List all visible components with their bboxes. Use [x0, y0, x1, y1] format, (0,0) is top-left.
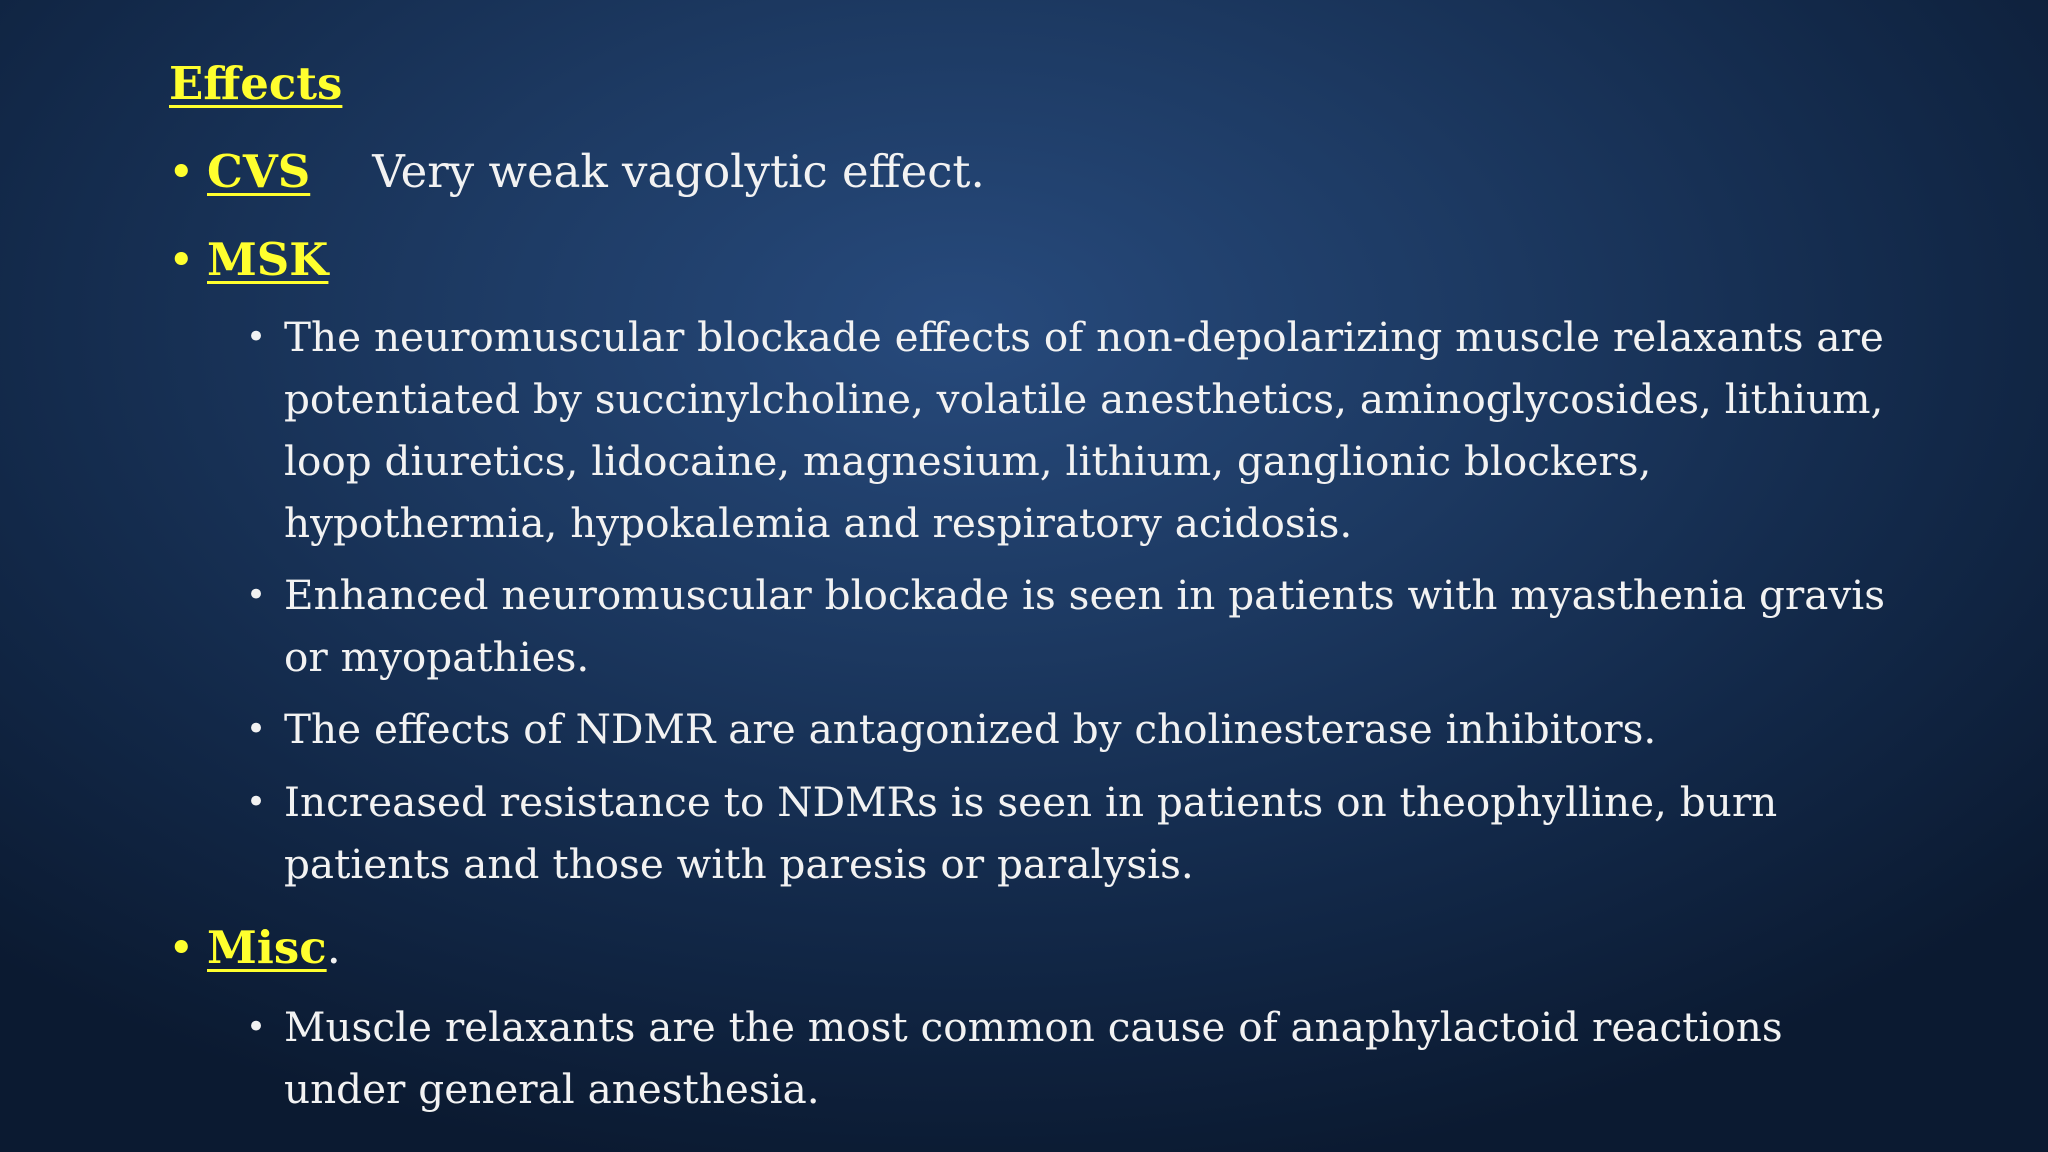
msk-bullet-text: Enhanced neuromuscular blockade is seen in patients with myasthenia gravis or myopathies.	[284, 571, 1886, 681]
msk-heading: MSK	[207, 233, 329, 286]
bullet-misc	[168, 920, 341, 976]
bullet-msk	[168, 232, 328, 288]
msk-bullet-3	[246, 698, 1896, 760]
msk-bullet-1	[246, 306, 1896, 554]
msk-bullet-2	[246, 564, 1896, 688]
bullet-cvs	[168, 144, 985, 200]
bullet-dot: •	[246, 317, 267, 357]
bullet-dot: •	[246, 1007, 267, 1047]
cvs-text: Very weak vagolytic effect.	[372, 145, 985, 198]
bullet-dot: •	[246, 782, 267, 822]
bullet-dot: •	[246, 575, 267, 615]
misc-bullet-text: Muscle relaxants are the most common cause of anaphylactoid reactions under general anesthesia.	[284, 1003, 1783, 1113]
misc-suffix: .	[326, 921, 341, 974]
misc-heading: Misc	[207, 921, 327, 974]
bullet-dot: •	[168, 921, 195, 974]
msk-bullet-4	[246, 771, 1896, 895]
bullet-dot: •	[168, 233, 195, 286]
slide-title: Effects	[169, 57, 343, 110]
msk-bullet-text: Increased resistance to NDMRs is seen in patients on theophylline, burn patients and those with paresis or paralysis.	[284, 778, 1778, 888]
bullet-dot: •	[168, 145, 195, 198]
bullet-dot: •	[246, 709, 267, 749]
misc-bullet-1	[246, 996, 1896, 1120]
cvs-heading: CVS	[207, 145, 311, 198]
msk-bullet-text: The neuromuscular blockade effects of non-depolarizing muscle relaxants are potentiated by succinylcholine, volatile anesthetics, aminoglycosides, lithium, loop diuretics, lidocaine, magnesium, lithium, ganglionic blockers, hypothermia, hypokalemia and respiratory acidosis.	[284, 313, 1884, 547]
msk-bullet-text: The effects of NDMR are antagonized by cholinesterase inhibitors.	[284, 705, 1657, 753]
